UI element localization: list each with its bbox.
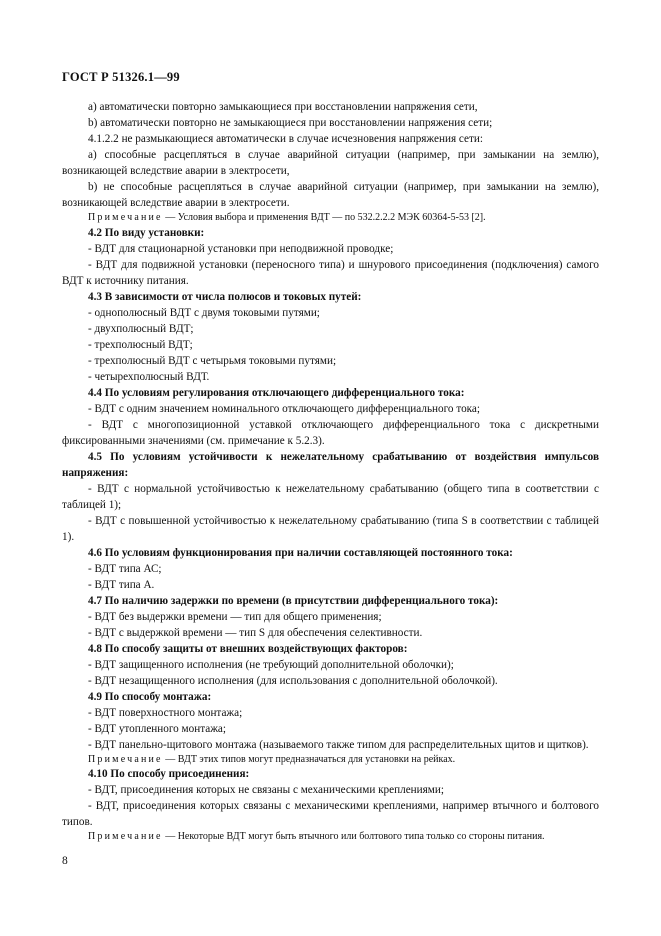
section-heading: 4.5 По условиям устойчивости к нежелательному срабатыванию от воздействия импульсов напряжения: bbox=[62, 450, 599, 479]
paragraph: а) способные расцепляться в случае аварийной ситуации (например, при замыкании на землю), возникающей вследствие аварии в электросети, bbox=[62, 149, 599, 177]
list-item: - ВДТ для подвижной установки (переносного типа) и шнурового присоединения (подключения) самого ВДТ к источнику питания. bbox=[62, 258, 599, 287]
document-header: ГОСТ Р 51326.1—99 bbox=[62, 70, 180, 84]
section-heading: 4.9 По способу монтажа: bbox=[88, 690, 212, 703]
list-item: - ВДТ с нормальной устойчивостью к нежелательному срабатыванию (общего типа в соответствии с таблицей 1); bbox=[62, 482, 599, 511]
list-item: - трехполюсный ВДТ; bbox=[88, 338, 193, 351]
note-label: Примечание bbox=[88, 831, 163, 843]
list-item: - ВДТ типа АС; bbox=[88, 562, 162, 575]
list-item: - четырехполюсный ВДТ. bbox=[88, 370, 210, 383]
note-text: — Условия выбора и применения ВДТ — по 532.2.2.2 МЭК 60364-5-53 [2]. bbox=[162, 212, 486, 223]
section-heading: 4.8 По способу защиты от внешних воздействующих факторов: bbox=[88, 642, 408, 655]
section-heading: 4.7 По наличию задержки по времени (в присутствии дифференциального тока): bbox=[88, 594, 499, 607]
list-item: - ВДТ панельно-щитового монтажа (называемого также типом для распределительных щитов и щитков). bbox=[88, 738, 589, 751]
section-heading: 4.10 По способу присоединения: bbox=[88, 768, 250, 781]
note-label: Примечание bbox=[88, 212, 163, 223]
list-item: - ВДТ утопленного монтажа; bbox=[88, 722, 227, 735]
note bbox=[62, 753, 599, 767]
list-item: - двухполюсный ВДТ; bbox=[88, 322, 194, 335]
section-heading: 4.2 По виду установки: bbox=[88, 226, 205, 239]
note bbox=[62, 830, 599, 844]
list-item: - однополюсный ВДТ с двумя токовыми путями; bbox=[88, 306, 320, 319]
section-heading: 4.3 В зависимости от числа полюсов и токовых путей: bbox=[88, 290, 362, 303]
list-item: - ВДТ незащищенного исполнения (для использования с дополнительной оболочкой). bbox=[88, 674, 498, 687]
note bbox=[62, 211, 599, 225]
list-item: - ВДТ типа А. bbox=[88, 578, 155, 591]
list-item: - ВДТ с выдержкой времени — тип S для обеспечения селективности. bbox=[88, 626, 423, 639]
list-item: - ВДТ без выдержки времени — тип для общего применения; bbox=[88, 610, 382, 623]
section-heading: 4.4 По условиям регулирования отключающего дифференциального тока: bbox=[88, 386, 465, 399]
document-body bbox=[62, 99, 599, 844]
section-heading: 4.6 По условиям функционирования при наличии составляющей постоянного тока: bbox=[88, 546, 513, 559]
paragraph: 4.1.2.2 не размыкающиеся автоматически в случае исчезновения напряжения сети: bbox=[88, 133, 483, 145]
list-item: - ВДТ для стационарной установки при неподвижной проводке; bbox=[88, 242, 394, 255]
page-number: 8 bbox=[62, 855, 68, 867]
list-item: - ВДТ защищенного исполнения (не требующий дополнительной оболочки); bbox=[88, 658, 454, 671]
list-item: - ВДТ с многопозиционной уставкой отключающего дифференциального тока с дискретными фиксированными значениями (см. примечание к 5.2.3). bbox=[62, 418, 599, 447]
list-item: - трехполюсный ВДТ с четырьмя токовыми путями; bbox=[88, 354, 337, 367]
list-item: - ВДТ, присоединения которых не связаны с механическими креплениями; bbox=[88, 784, 444, 797]
paragraph: а) автоматически повторно замыкающиеся при восстановлении напряжения сети, bbox=[88, 101, 478, 113]
paragraph: b) автоматически повторно не замыкающиеся при восстановлении напряжения сети; bbox=[88, 117, 493, 129]
note-text: — Некоторые ВДТ могут быть втычного или болтового типа только со стороны питания. bbox=[162, 831, 545, 843]
note-text: — ВДТ этих типов могут предназначаться для установки на рейках. bbox=[162, 753, 456, 765]
list-item: - ВДТ поверхностного монтажа; bbox=[88, 706, 243, 719]
paragraph: b) не способные расцепляться в случае аварийной ситуации (например, при замыкании на землю), возникающей вследствие аварии в электросети. bbox=[62, 181, 599, 209]
list-item: - ВДТ с одним значением номинального отключающего дифференциального тока; bbox=[88, 402, 480, 415]
list-item: - ВДТ, присоединения которых связаны с механическими креплениями, например втычного и болтового типов. bbox=[62, 800, 599, 829]
list-item: - ВДТ с повышенной устойчивостью к нежелательному срабатыванию (типа S в соответствии с таблицей 1). bbox=[62, 514, 599, 543]
note-label: Примечание bbox=[88, 753, 163, 765]
